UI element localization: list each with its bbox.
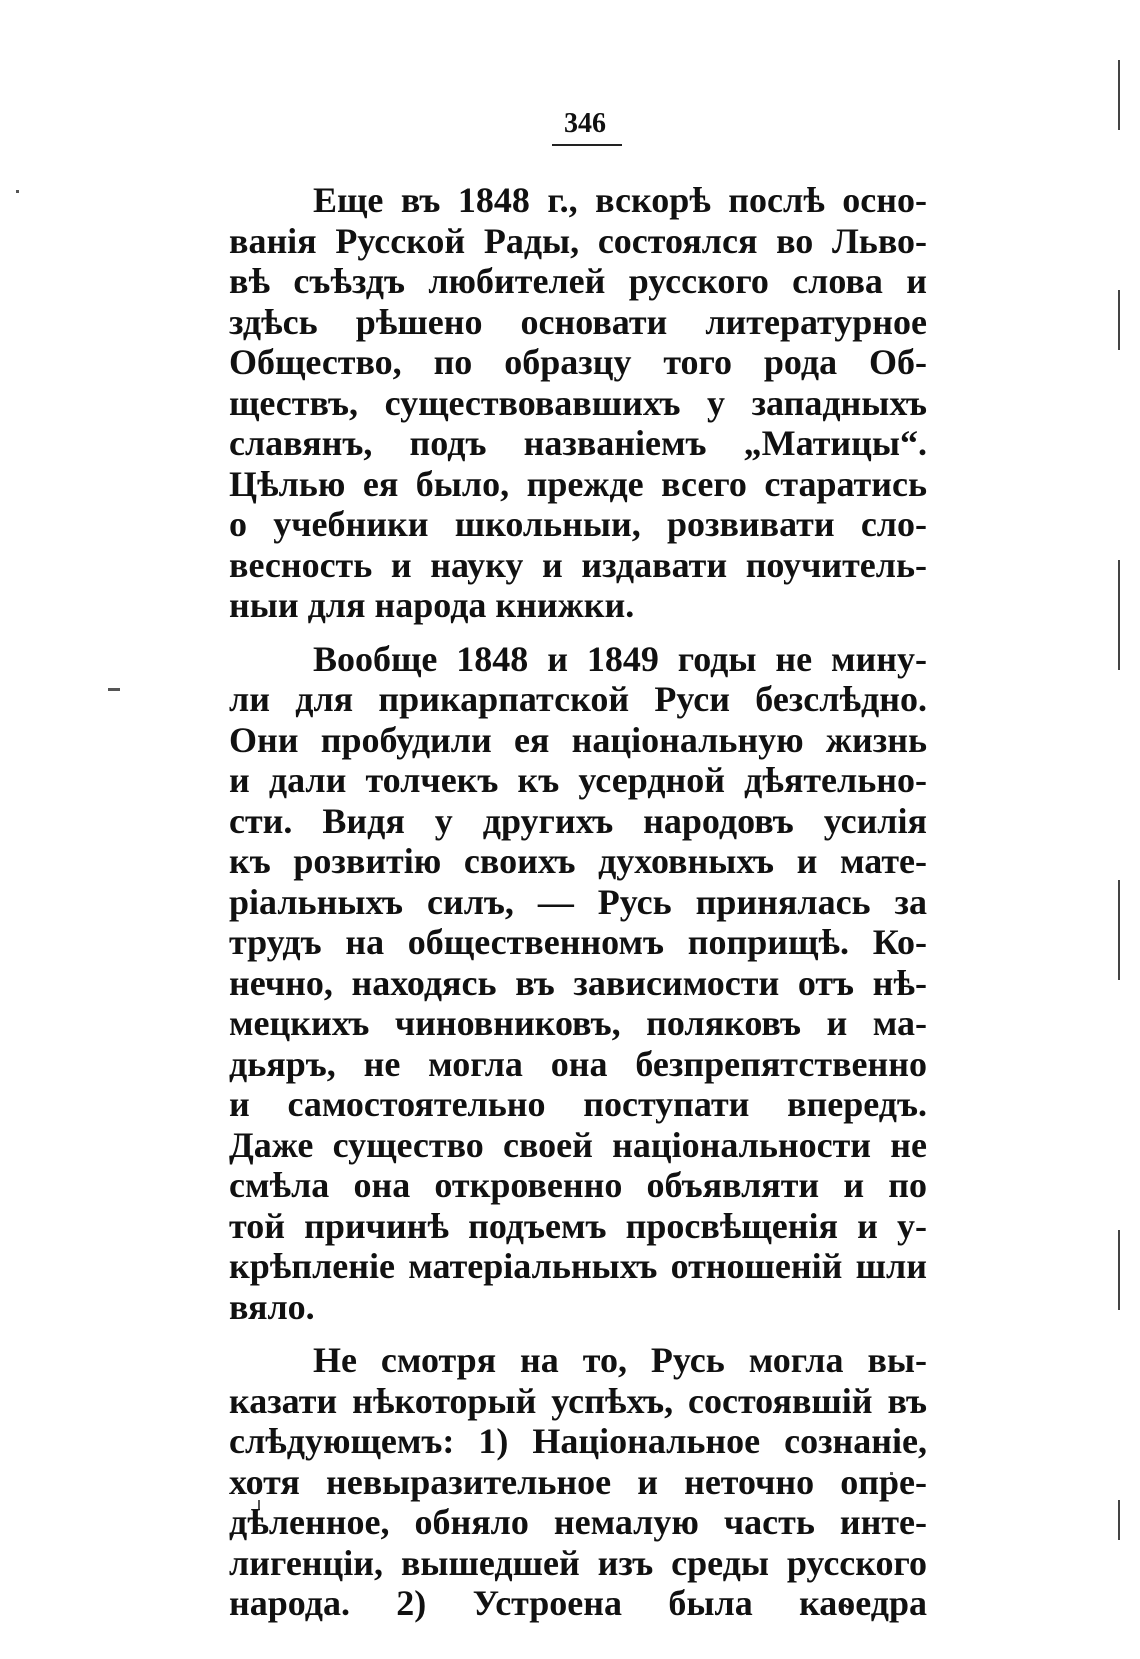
text-line: лигенціи, вышедшей изъ среды русского: [229, 1542, 927, 1583]
text-line: нечно, находясь въ зависимости отъ нѣ-: [229, 962, 927, 1003]
text-line: вѣ съѣздъ любителей русского слова и: [229, 261, 927, 301]
text-line: здѣсь рѣшено основати литературное: [229, 301, 927, 342]
paragraph: [229, 1340, 927, 1624]
text-line: дьяръ, не могла она безпрепятственно: [229, 1043, 927, 1084]
text-line: сти. Видя у другихъ народовъ усилія: [229, 800, 927, 841]
text-line: Вообще 1848 и 1849 годы не мину-: [313, 638, 927, 679]
text-line: и дали толчекъ къ усердной дѣятельно-: [229, 760, 927, 800]
binding-edge-mark: [1118, 60, 1120, 130]
text-line: смѣла она откровенно объявляти и по: [229, 1165, 927, 1205]
text-line: ріальныхъ силъ, — Русь принялась за: [229, 881, 927, 922]
text-line: славянъ, подъ названіемъ „Матицы“.: [229, 423, 927, 463]
text-line: слѣдующемъ: 1) Національное сознаніе,: [229, 1421, 927, 1461]
paragraph: [229, 180, 927, 626]
text-line: ныи для народа книжки.: [229, 585, 635, 625]
text-line: мецкихъ чиновниковъ, поляковъ и ма-: [229, 1003, 927, 1043]
margin-dash-mark: [108, 688, 120, 691]
paragraph: [229, 639, 927, 1328]
binding-edge-mark: [1118, 560, 1120, 670]
text-line: къ розвитію своихъ духовныхъ и мате-: [229, 841, 927, 881]
binding-edge-mark: [1118, 1500, 1120, 1540]
text-line: Еще въ 1848 г., вскорѣ послѣ осно-: [313, 180, 927, 220]
text-line: дѣленное, обняло немалую часть инте-: [229, 1502, 927, 1542]
text-line: казати нѣкоторый успѣхъ, состоявшій въ: [229, 1380, 927, 1421]
text-line: крѣпленіе матеріальныхъ отношеній шли: [229, 1246, 927, 1286]
text-line: ли для прикарпатской Руси безслѣдно.: [229, 679, 927, 719]
text-line: той причинѣ подъемъ просвѣщенія и у-: [229, 1205, 927, 1246]
page-number-underline: [552, 144, 622, 146]
text-line: Не смотря на то, Русь могла вы-: [313, 1340, 927, 1380]
text-line: и самостоятельно поступати впередъ.: [229, 1084, 927, 1124]
binding-edge-mark: [1118, 1230, 1120, 1310]
text-line: хотя невыразительное и неточно опре-: [229, 1461, 927, 1502]
text-line: Общество, по образцу того рода Об-: [229, 342, 927, 382]
text-line: Они пробудили ея національную жизнь: [229, 719, 927, 760]
binding-edge-mark: [1118, 290, 1120, 350]
margin-dot-mark: [16, 190, 19, 193]
text-line: Даже существо своей національности не: [229, 1124, 927, 1165]
text-line: ществъ, существовавшихъ у западныхъ: [229, 382, 927, 423]
binding-edge-mark: [1118, 880, 1120, 980]
text-line: трудъ на общественномъ поприщѣ. Ко-: [229, 922, 927, 962]
text-line: весность и науку и издавати поучитель-: [229, 544, 927, 585]
page-number: 346: [564, 108, 606, 139]
text-line: Цѣлью ея было, прежде всего старатись: [229, 463, 927, 504]
text-line: ванія Русской Рады, состоялся во Льво-: [229, 220, 927, 261]
text-column: [229, 180, 927, 1637]
text-line: народа. 2) Устроена была каѳедра: [229, 1583, 927, 1623]
text-line: о учебники школьныи, розвивати сло-: [229, 504, 927, 544]
text-line: вяло.: [229, 1286, 315, 1327]
